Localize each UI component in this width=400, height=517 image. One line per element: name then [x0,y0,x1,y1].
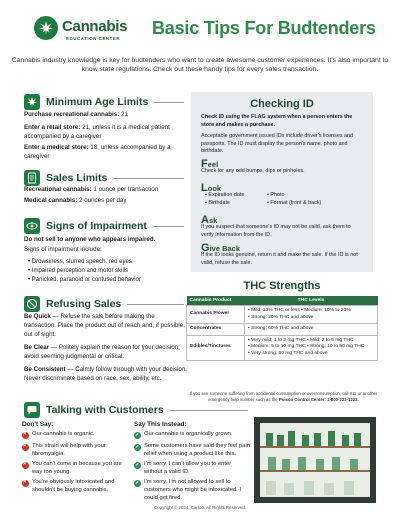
refusing-consistent: Be Consistent — Calmly follow through with your decision. Never discriminate based on race, sex, ability, etc. [24,366,188,382]
intro-text: Cannabis industry knowledge is key for budtenders who want to create awesome customer experiences. It's also important to know state regulations. Check out these handy tips for every sales transaction. [11,57,389,74]
impairment-warning: Do not sell to anyone who appears impaired. [24,236,156,243]
checking-id-lead: Check ID using the FLAG system when a person enters the store and makes a purchase. [201,114,353,128]
list-item: × You're obviously intoxicated and shouldn't be buying cannabis. [22,479,130,495]
table-row: Cannabis Flower • Mild: 10% THC or less • Medium: 10% to 20% • Strong: 20% THC and above [187,306,378,324]
copyright-footer: Copyright © 2024, Cartoo. All Rights Reserved. [154,505,246,510]
brand-name: Cannabis [62,18,128,35]
list-item: • Panicked, paranoid or confused behavior [28,276,188,285]
sales-limit-med: Medical cannabis: 2 ounces per day [24,197,127,204]
impairment-intro: Signs of impairment include: [24,246,102,253]
speech-bubble-icon [24,402,40,418]
leaf-icon [24,94,40,110]
no-entry-icon [24,296,40,312]
sales-limits-heading: Sales Limits [24,170,184,186]
receipt-icon [24,170,40,186]
flag-look-title: Look [201,182,222,194]
refusing-clear: Be Clear — Politely explain the reason for your decision; avoid seeming judgmental or critical. [24,344,180,360]
cannabis-leaf-logo-icon [34,16,58,40]
thc-table [186,296,378,361]
eye-icon [24,218,40,234]
table-row: Concentrates • Strong: 60% THC and above [187,324,378,336]
list-item: • Drowsiness, slurred speech, red eyes [28,258,188,267]
min-age-medical: Enter a medical store: 18, unless accompanied by a caregiver [24,144,171,160]
check-mark-icon [134,444,141,451]
x-mark-icon [22,462,29,469]
talking-heading: Talking with Customers [24,402,248,418]
flag-ask-title: Ask [201,214,218,226]
check-mark-icon [134,462,141,469]
say-instead-title: Say This Instead: [134,421,187,428]
x-mark-icon [22,432,29,439]
check-mark-icon [134,432,141,439]
min-age-heading: Minimum Age Limits [24,94,184,110]
table-header-row: Cannabis Product THC Levels [187,296,378,306]
check-mark-icon [134,480,141,487]
page-title: Basic Tips For Budtenders [152,18,376,38]
list-item: ✓ I'm sorry, I'm not allowed to sell to customers who might be intoxicated. I could get fired. [134,479,250,502]
page-header [0,0,400,52]
flag-feel-text: Check for any odd bumps, dips or pinholes. [201,168,305,174]
refusing-heading: Refusing Sales [24,296,184,312]
list-item: • Impaired perception and motor skills [28,267,188,276]
checking-id-heading: Checking ID [250,98,314,110]
flag-look-list-2: • Photo • Format (front & back) [267,192,322,206]
impairment-list [28,258,188,285]
checking-id-accept: Acceptable government issued IDs include driver's licenses and passports. The ID must display the person's name, photo and birthdate. [201,133,354,155]
table-row: Edibles/Tinctures • Very mild: 1 to 2 mg THC • Mild: 2 to 5 mg THC • Medium: 5 to 10 mg THC • Strong: 10 to 50 mg THC • Very strong: 50 mg THC and above [187,335,378,360]
list-item: ✓ Our cannabis is organically grown. [134,431,250,439]
list-item: × This strain will help with your fibromyalgia. [22,443,130,459]
brand-subtitle: EDUCATION CENTER [66,36,121,41]
min-age-rec: Purchase recreational cannabis: 21 [24,111,128,118]
list-item: ✓ I'm sorry, I can't allow you to enter without a valid ID. [134,461,250,477]
list-item: × Our cannabis is organic. [22,431,130,439]
flag-give-back-title: Give Back [201,242,241,254]
thc-heading: THC Strengths [243,280,321,292]
x-mark-icon [22,480,29,487]
flag-give-back-text: If the ID looks genuine, return it and make the sale. If the ID is not valid, refuse the sale. [201,252,358,266]
refusing-quick: Be Quick — Refuse the sale before making the transaction. Place the product out of reach and, if possible, out of sight. [24,313,185,338]
impairment-heading: Signs of Impairment [24,218,184,234]
x-mark-icon [22,444,29,451]
flag-look-list: • Expiration date • Birthdate [205,192,245,206]
flag-feel-title: Feel [201,158,219,170]
list-item: × You can't come in because you are way too young. [22,461,130,477]
flag-ask-text: If you suspect that someone's ID may not be valid, ask them to verify information from the ID. [201,224,351,238]
checking-id-panel [191,92,373,272]
dont-say-title: Don't Say: [22,421,54,428]
sales-limit-rec: Recreational cannabis: 1 ounce per transaction [24,186,159,193]
emergency-note: If you see someone suffering from accidental consumption or overconsumption, call 911 or another emergency help number such as the Poison Control Center: 1-800-222-1222. [189,391,378,402]
min-age-retail: Enter a retail store: 21, unless it is a medical patient accompanied by a caregiver [24,124,170,140]
dispensary-shelf-illustration [254,417,376,503]
list-item: ✓ Some customers have said they feel pain relief when using a product like this. [134,443,250,459]
